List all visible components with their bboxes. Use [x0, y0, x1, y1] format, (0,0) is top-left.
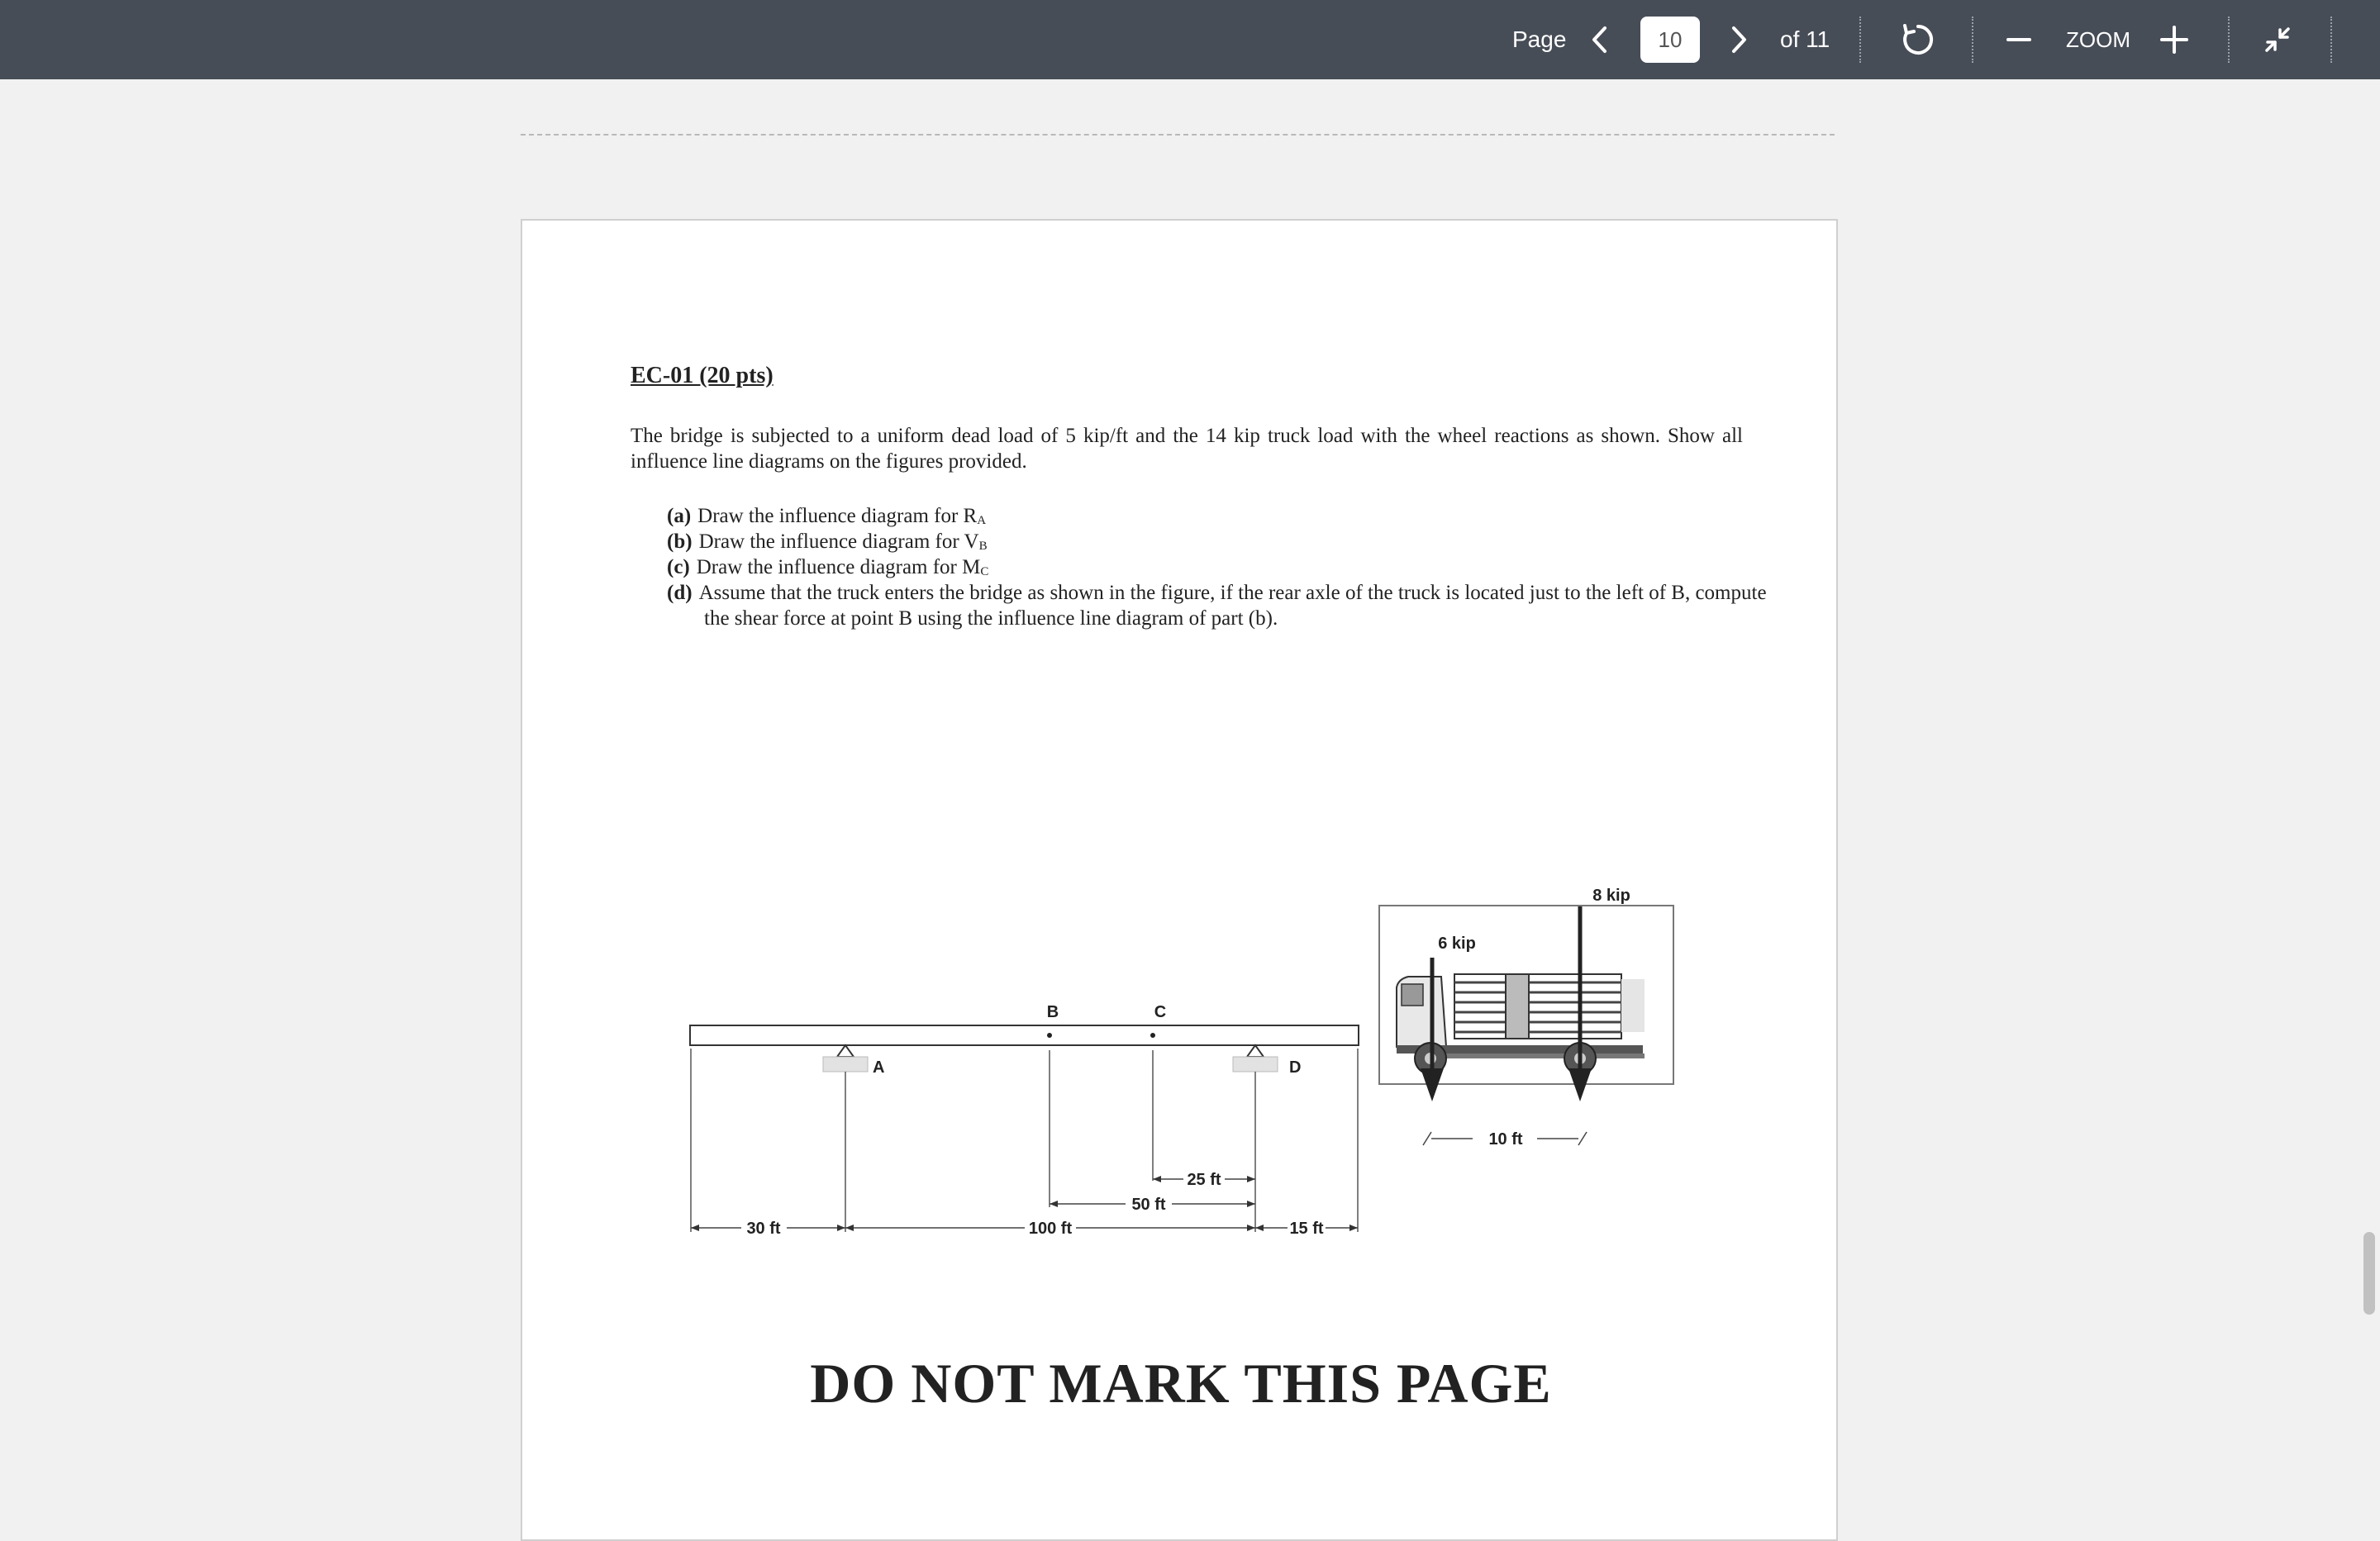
page-count: of 11	[1780, 26, 1830, 52]
chevron-left-icon	[1590, 25, 1610, 55]
question-label: (a)	[667, 505, 692, 527]
problem-intro: The bridge is subjected to a uniform dead load of 5 kip/ft and the 14 kip truck load with the wheel reactions as shown. Show all influence line diagrams on the figures provided.	[631, 425, 1743, 473]
load-6kip-label: 6 kip	[1438, 935, 1476, 953]
question-text: Draw the influence diagram for R	[697, 505, 978, 527]
question-subscript: B	[978, 540, 988, 553]
toolbar-divider	[1972, 17, 1973, 63]
page-number-input[interactable]	[1640, 17, 1700, 63]
support-a	[823, 1045, 868, 1088]
question-label: (d)	[667, 582, 693, 604]
zoom-in-icon	[2160, 26, 2188, 54]
dim-30ft: 30 ft	[746, 1220, 781, 1238]
pdf-toolbar	[0, 0, 2380, 79]
exit-fullscreen-icon	[2263, 25, 2292, 55]
question-label: (b)	[667, 530, 693, 553]
dimension-arrows	[691, 1176, 1358, 1231]
question-text: Assume that the truck enters the bridge as shown in the figure, if the rear axle of the truck is located just to the left of B, compute the shear force at point B using the influence line diagram of part (b).	[698, 582, 1767, 630]
do-not-mark-stamp: DO NOT MARK THIS PAGE	[810, 1352, 1552, 1415]
scrollbar-thumb[interactable]	[2363, 1232, 2375, 1315]
dimension-labels	[746, 1130, 1522, 1238]
rotate-icon	[1901, 22, 1935, 57]
rotate-button[interactable]	[1901, 0, 1935, 79]
zoom-label: ZOOM	[2066, 26, 2130, 52]
page-break-line	[521, 134, 1835, 136]
bridge-beam	[690, 1025, 1359, 1045]
prev-page-button[interactable]	[1590, 0, 1610, 79]
support-d-label: D	[1289, 1058, 1302, 1077]
dim-100ft: 100 ft	[1028, 1220, 1073, 1238]
problem-title: EC-01 (20 pts)	[631, 363, 774, 388]
support-d	[1233, 1045, 1278, 1088]
truck-illustration	[1379, 906, 1673, 1084]
load-8kip-label: 8 kip	[1592, 887, 1630, 905]
support-a-label: A	[873, 1058, 885, 1077]
pdf-page	[521, 219, 1838, 1541]
dim-10ft: 10 ft	[1488, 1130, 1523, 1149]
dim-25ft: 25 ft	[1187, 1171, 1221, 1189]
question-text: Draw the influence diagram for V	[698, 530, 979, 553]
point-c-marker	[1150, 1033, 1155, 1038]
bridge-figure	[522, 221, 1840, 1377]
zoom-in-button[interactable]	[2160, 0, 2188, 79]
point-b-label: B	[1046, 1003, 1059, 1021]
extension-lines	[691, 1049, 1358, 1232]
dim-50ft: 50 ft	[1131, 1196, 1166, 1214]
vertical-scrollbar[interactable]	[2355, 79, 2380, 1487]
point-b-marker	[1047, 1033, 1052, 1038]
exit-fullscreen-button[interactable]	[2263, 0, 2292, 79]
page-label: Page	[1512, 26, 1567, 52]
next-page-button[interactable]	[1729, 0, 1749, 79]
zoom-out-button[interactable]	[2006, 0, 2031, 79]
point-c-label: C	[1154, 1003, 1167, 1021]
question-text: Draw the influence diagram for M	[696, 556, 981, 578]
toolbar-divider	[2330, 17, 2332, 63]
chevron-right-icon	[1729, 25, 1749, 55]
toolbar-divider	[1859, 17, 1861, 63]
toolbar-divider	[2228, 17, 2230, 63]
zoom-out-icon	[2006, 27, 2031, 52]
question-subscript: C	[980, 565, 989, 578]
question-label: (c)	[667, 556, 690, 578]
document-viewer[interactable]	[0, 79, 2380, 1487]
question-subscript: A	[977, 514, 987, 527]
dim-15ft: 15 ft	[1289, 1220, 1324, 1238]
